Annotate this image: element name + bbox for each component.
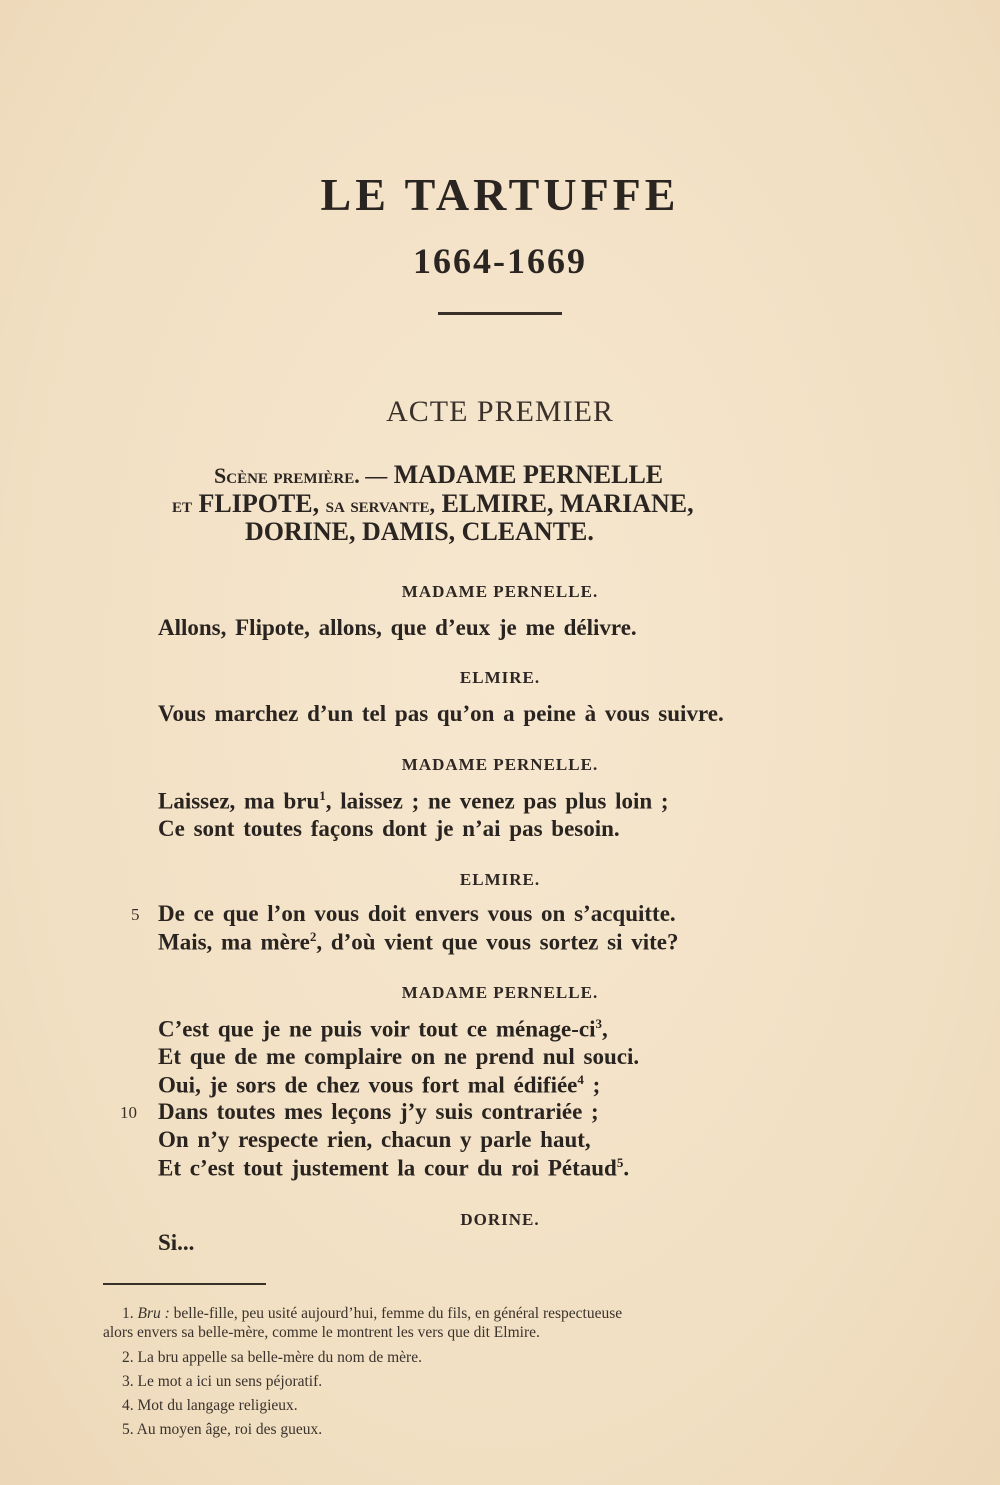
scene-characters-1: MADAME PERNELLE	[393, 460, 664, 489]
verse-text: , d’où vient que vous sortez si vite?	[316, 929, 679, 955]
footnote-ref: 5	[616, 1155, 624, 1170]
play-title: LE TARTUFFE	[320, 169, 680, 220]
scene-heading-line-2	[172, 489, 694, 520]
verse-line	[158, 1016, 608, 1043]
scene-characters-2b: ELMIRE, MARIANE,	[441, 489, 694, 518]
line-number: 5	[131, 905, 140, 924]
verse-line: De ce que l’on vous doit envers vous on s’acquitte.	[158, 901, 676, 926]
speaker-label: MADAME PERNELLE.	[401, 582, 599, 601]
verse-line: Vous marchez d’un tel pas qu’on a peine à vous suivre.	[158, 701, 724, 726]
footnote-3: 3. Le mot a ici un sens péjoratif.	[122, 1373, 323, 1390]
scene-label: Scène première. —	[214, 463, 388, 488]
verse-text: Et c’est tout justement la cour du roi Pétaud	[158, 1155, 617, 1181]
footnote-2: 2. La bru appelle sa belle-mère du nom de mère.	[122, 1349, 422, 1366]
verse-text: , laissez ; ne venez pas plus loin ;	[325, 788, 669, 814]
verse-line: Et que de me complaire on ne prend nul souci.	[158, 1044, 640, 1069]
verse-text: ;	[583, 1072, 601, 1098]
speaker-label: MADAME PERNELLE.	[401, 983, 599, 1002]
footnote-1	[122, 1305, 622, 1323]
verse-text: Mais, ma mère	[158, 929, 310, 955]
verse-line: On n’y respecte rien, chacun y parle haut,	[158, 1127, 591, 1152]
footnote-ref: 2	[309, 929, 317, 944]
speaker-label: DORINE.	[460, 1210, 540, 1229]
verse-line: Si...	[158, 1230, 195, 1255]
scene-et: et	[172, 492, 193, 517]
verse-line	[158, 1155, 629, 1182]
verse-line: Ce sont toutes façons dont je n’ai pas besoin.	[158, 816, 620, 841]
scene-characters-2a: FLIPOTE,	[198, 489, 320, 518]
footnote-term: Bru :	[137, 1305, 170, 1322]
act-heading: ACTE PREMIER	[386, 395, 614, 428]
verse-line: Allons, Flipote, allons, que d’eux je me délivre.	[158, 615, 637, 640]
scene-heading-line-3: DORINE, DAMIS, CLEANTE.	[245, 517, 594, 546]
footnote-number: 1.	[122, 1305, 134, 1322]
scene-servante: sa servante,	[325, 492, 436, 517]
verse-line	[158, 929, 679, 956]
verse-text: Laissez, ma bru	[158, 788, 320, 814]
footnote-divider	[103, 1283, 266, 1285]
footnote-1-continued: alors envers sa belle-mère, comme le montrent les vers que dit Elmire.	[103, 1324, 540, 1341]
verse-text: .	[623, 1155, 630, 1181]
footnote-ref: 3	[595, 1016, 603, 1031]
verse-line: Dans toutes mes leçons j’y suis contrariée ;	[158, 1099, 599, 1124]
scene-heading-line-1	[214, 460, 663, 491]
footnote-ref: 1	[319, 788, 326, 803]
footnote-4: 4. Mot du langage religieux.	[122, 1397, 298, 1414]
footnote-5: 5. Au moyen âge, roi des gueux.	[122, 1421, 323, 1438]
footnote-ref: 4	[577, 1072, 584, 1087]
verse-text: Oui, je sors de chez vous fort mal édifiée	[158, 1072, 578, 1098]
speaker-label: MADAME PERNELLE.	[401, 755, 599, 774]
line-number: 10	[120, 1103, 137, 1122]
title-divider	[438, 312, 562, 315]
verse-text: C’est que je ne puis voir tout ce ménage-ci	[158, 1016, 596, 1042]
play-years: 1664-1669	[413, 241, 587, 281]
verse-line	[158, 1072, 600, 1099]
footnote-text: belle-fille, peu usité aujourd’hui, femme du fils, en général respectueuse	[169, 1305, 623, 1322]
speaker-label: ELMIRE.	[459, 870, 541, 889]
verse-line	[158, 788, 669, 815]
speaker-label: ELMIRE.	[459, 668, 541, 687]
verse-text: ,	[602, 1016, 608, 1042]
